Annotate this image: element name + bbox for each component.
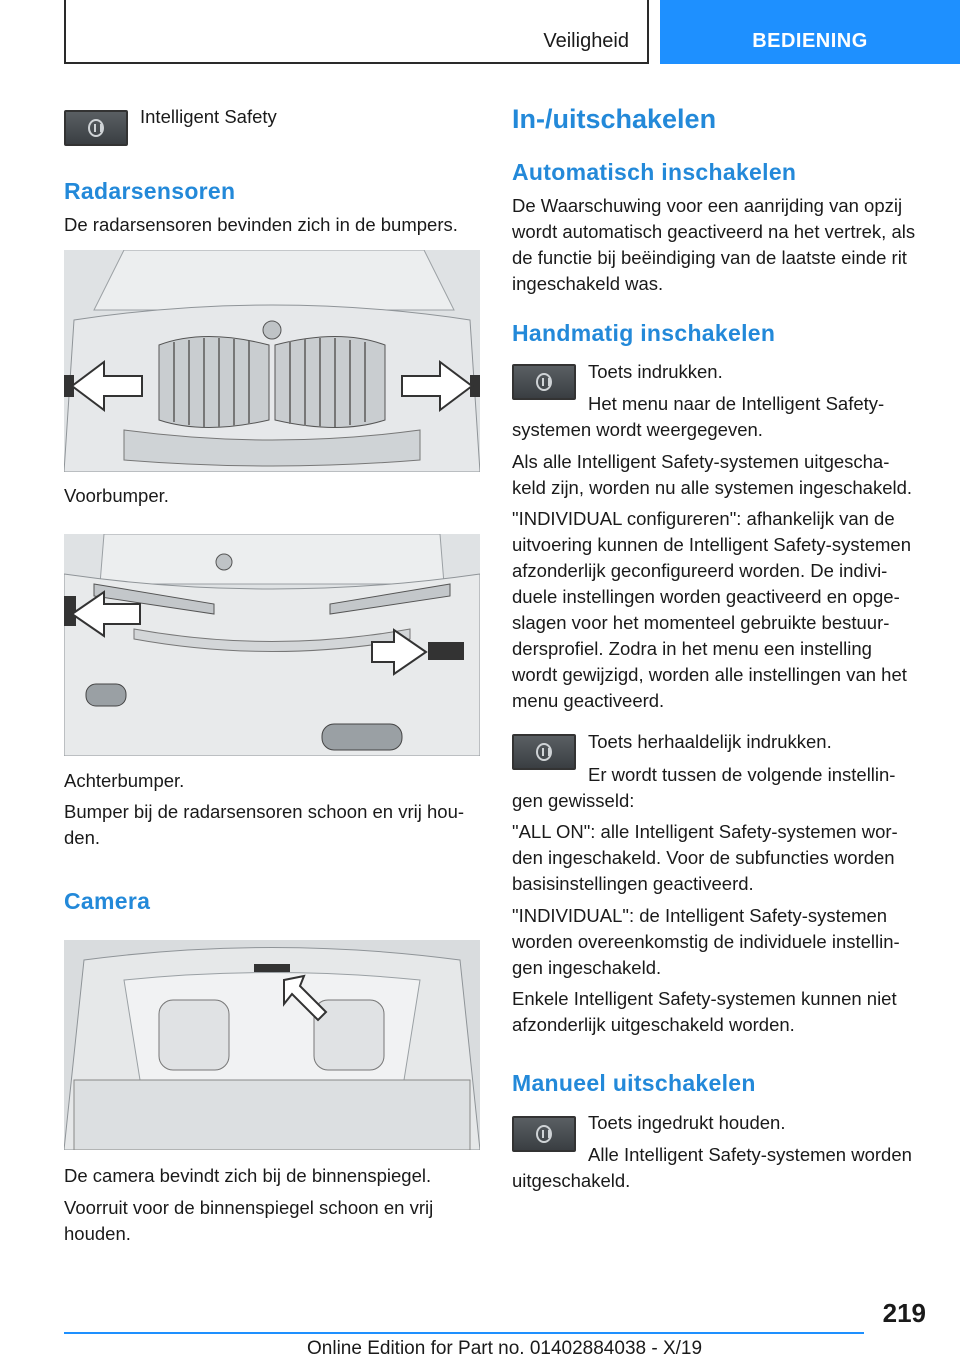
off-text-1: Alle Intelligent Safety-systemen worden bbox=[588, 1144, 912, 1165]
individual-line-8: menu geactiveerd. bbox=[512, 690, 665, 711]
indiv-line-1: "INDIVIDUAL": de Intelligent Safety-systemen bbox=[512, 905, 888, 926]
footer-edition: Online Edition for Part no. 01402884038 - X/19 bbox=[307, 1338, 703, 1359]
page-number: 219 bbox=[882, 1298, 926, 1328]
intelligent-safety-button-icon bbox=[512, 1116, 576, 1152]
footer-divider bbox=[64, 1332, 864, 1334]
header-chapter-title: BEDIENING bbox=[752, 30, 868, 52]
header-section-box bbox=[64, 0, 649, 64]
off-text-2: uitgeschakeld. bbox=[512, 1170, 631, 1191]
rear-bumper-caption: Achterbumper. bbox=[64, 770, 185, 791]
individual-line-2: uitvoering kunnen de Intelligent Safety-systemen bbox=[512, 534, 912, 555]
individual-line-1: "INDIVIDUAL configureren": afhankelijk van de bbox=[512, 508, 895, 529]
individual-line-7: wordt gewijzigd, worden alle instellingen van het bbox=[512, 664, 907, 685]
individual-line-4: duele instellingen worden geactiveerd en opge- bbox=[512, 586, 900, 607]
some-line-2: afzonderlijk uitgeschakeld worden. bbox=[512, 1014, 795, 1035]
menu-text-2: systemen wordt weergegeven. bbox=[512, 419, 763, 440]
intelligent-safety-button-icon bbox=[512, 734, 576, 770]
indiv-line-2: worden overeenkomstig de individuele instellin- bbox=[512, 931, 900, 952]
auto-line-2: wordt automatisch geactiveerd na het vertrek, als bbox=[512, 221, 916, 242]
rear-bumper-image bbox=[64, 534, 480, 756]
press-repeat-text: Toets herhaaldelijk indrukken. bbox=[588, 731, 832, 752]
auto-line-1: De Waarschuwing voor een aanrijding van opzij bbox=[512, 195, 903, 216]
radar-text: De radarsensoren bevinden zich in de bumpers. bbox=[64, 214, 458, 235]
individual-line-6: dersprofiel. Zodra in het menu een instelling bbox=[512, 638, 872, 659]
all-line-2: keld zijn, worden nu alle systemen ingeschakeld. bbox=[512, 477, 913, 498]
indiv-line-3: gen ingeschakeld. bbox=[512, 957, 662, 978]
header-chapter-tab[interactable] bbox=[660, 0, 960, 64]
all-line-1: Als alle Intelligent Safety-systemen uitgescha- bbox=[512, 451, 890, 472]
rear-bumper-text-2: den. bbox=[64, 827, 101, 848]
intelligent-safety-button-icon bbox=[512, 364, 576, 400]
camera-text-2: houden. bbox=[64, 1223, 131, 1244]
radar-heading: Radarsensoren bbox=[64, 178, 236, 204]
main-heading: In-/uitschakelen bbox=[512, 104, 717, 134]
switch-text-2: gen gewisseld: bbox=[512, 790, 635, 811]
individual-line-5: slagen voor het momenteel gebruikte bestuur- bbox=[512, 612, 890, 633]
camera-heading: Camera bbox=[64, 888, 151, 914]
manual-heading: Handmatig inschakelen bbox=[512, 320, 776, 346]
allon-line-2: den ingeschakeld. Voor de subfuncties worden bbox=[512, 847, 895, 868]
auto-heading: Automatisch inschakelen bbox=[512, 159, 797, 185]
some-line-1: Enkele Intelligent Safety-systemen kunnen niet bbox=[512, 988, 897, 1009]
rear-bumper-text-1: Bumper bij de radarsensoren schoon en vrij hou- bbox=[64, 801, 465, 822]
allon-line-3: basisinstellingen geactiveerd. bbox=[512, 873, 754, 894]
auto-line-3: de functie bij beëindiging van de laatste einde rit bbox=[512, 247, 907, 268]
front-bumper-caption: Voorbumper. bbox=[64, 485, 169, 506]
front-bumper-image bbox=[64, 250, 480, 472]
off-heading: Manueel uitschakelen bbox=[512, 1070, 756, 1096]
button-caption: Intelligent Safety bbox=[140, 106, 277, 127]
individual-line-3: afzonderlijk geconfigureerd worden. De indivi- bbox=[512, 560, 888, 581]
auto-line-4: ingeschakeld was. bbox=[512, 273, 664, 294]
camera-image bbox=[64, 940, 480, 1150]
switch-text-1: Er wordt tussen de volgende instellin- bbox=[588, 764, 896, 785]
press-text: Toets indrukken. bbox=[588, 361, 723, 382]
intelligent-safety-button-icon bbox=[64, 110, 128, 146]
header-section-title: Veiligheid bbox=[543, 30, 629, 52]
menu-text-1: Het menu naar de Intelligent Safety- bbox=[588, 393, 885, 414]
allon-line-1: "ALL ON": alle Intelligent Safety-systemen wor- bbox=[512, 821, 898, 842]
camera-text-1: Voorruit voor de binnenspiegel schoon en vrij bbox=[64, 1197, 434, 1218]
press-hold-text: Toets ingedrukt houden. bbox=[588, 1112, 786, 1133]
camera-caption: De camera bevindt zich bij de binnenspiegel. bbox=[64, 1165, 432, 1186]
